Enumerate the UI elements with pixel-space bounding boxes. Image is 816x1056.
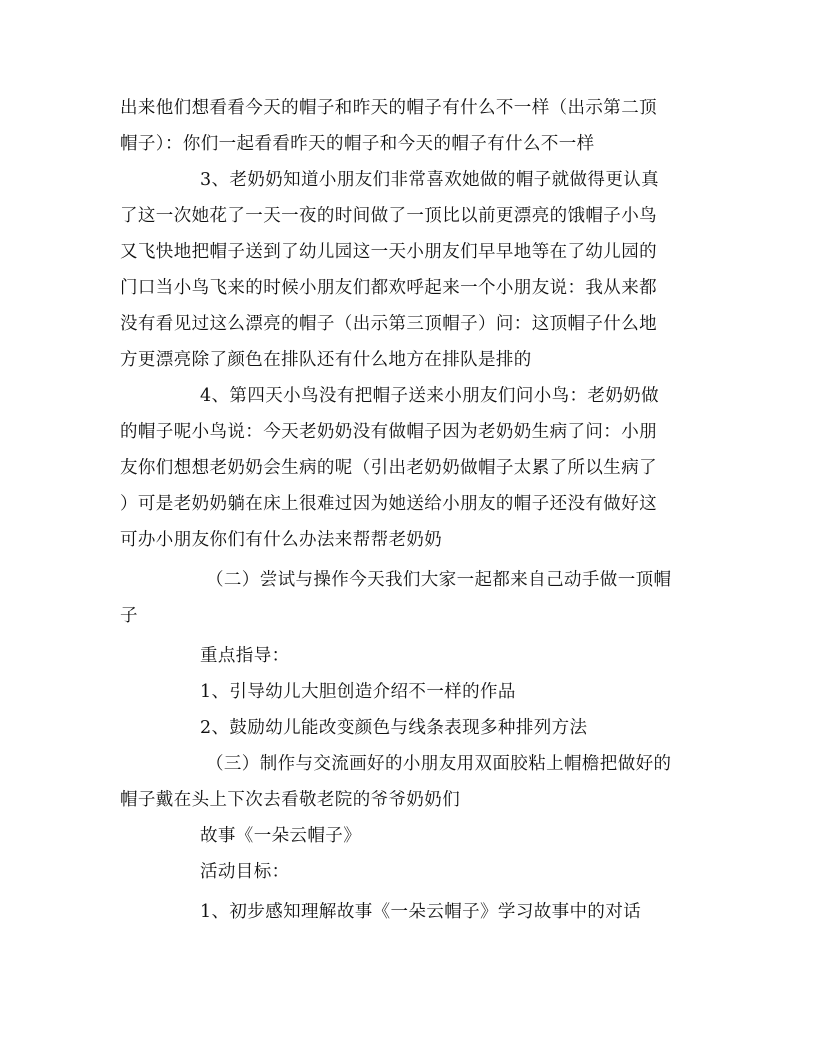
text-line: 2、鼓励幼儿能改变颜色与线条表现多种排列方法	[200, 718, 588, 738]
text-line: 的帽子呢小鸟说：今天老奶奶没有做帽子因为老奶奶生病了问：小朋	[120, 422, 657, 442]
text-line: 门口当小鸟飞来的时候小朋友们都欢呼起来一个小朋友说：我从来都	[120, 278, 657, 298]
text-line: 没有看见过这么漂亮的帽子（出示第三顶帽子）问：这顶帽子什么地	[120, 314, 657, 334]
text-line: 3、老奶奶知道小朋友们非常喜欢她做的帽子就做得更认真	[200, 170, 660, 190]
text-line: 可办小朋友你们有什么办法来帮帮老奶奶	[120, 530, 443, 550]
text-line: 帽子戴在头上下次去看敬老院的爷爷奶奶们	[120, 790, 461, 810]
text-line: 1、初步感知理解故事《一朵云帽子》学习故事中的对话	[200, 902, 642, 922]
text-line: 1、引导幼儿大胆创造介绍不一样的作品	[200, 682, 516, 702]
text-line: 又飞快地把帽子送到了幼儿园这一天小朋友们早早地等在了幼儿园的	[120, 242, 657, 262]
text-line: 方更漂亮除了颜色在排队还有什么地方在排队是排的	[120, 350, 532, 370]
text-line: 友你们想想老奶奶会生病的呢（引出老奶奶做帽子太累了所以生病了	[120, 458, 657, 478]
text-line: 重点指导：	[200, 646, 290, 666]
text-line: 子	[120, 606, 138, 626]
text-line: 帽子）：你们一起看看昨天的帽子和今天的帽子有什么不一样	[120, 134, 595, 154]
text-line: 出来他们想看看今天的帽子和昨天的帽子有什么不一样（出示第二顶	[120, 98, 657, 118]
text-line: 4、第四天小鸟没有把帽子送来小朋友们问小鸟：老奶奶做	[200, 386, 660, 406]
text-line: （三）制作与交流画好的小朋友用双面胶粘上帽檐把做好的	[206, 754, 672, 774]
text-line: ）可是老奶奶躺在床上很难过因为她送给小朋友的帽子还没有做好这	[120, 494, 657, 514]
text-line: 活动目标：	[200, 862, 290, 882]
text-line: 故事《一朵云帽子》	[200, 826, 362, 846]
text-line: 了这一次她花了一天一夜的时间做了一顶比以前更漂亮的饿帽子小鸟	[120, 206, 657, 226]
text-line: （二）尝试与操作今天我们大家一起都来自己动手做一顶帽	[206, 570, 672, 590]
